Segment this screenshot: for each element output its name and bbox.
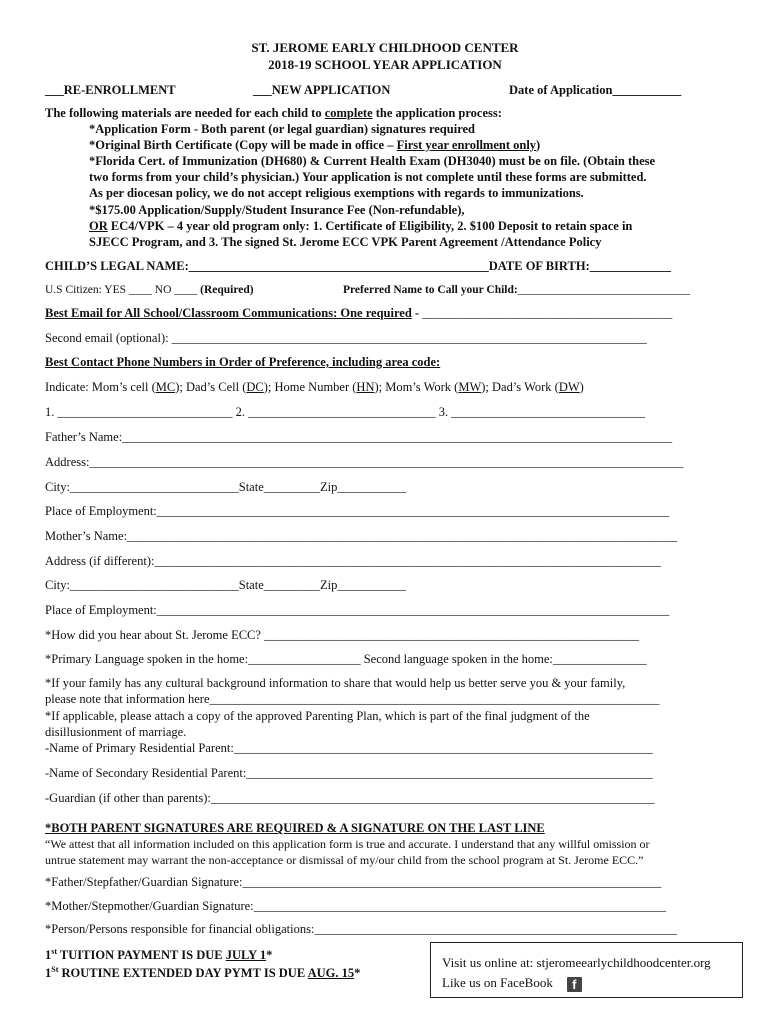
form-subtitle: 2018-19 SCHOOL YEAR APPLICATION xyxy=(268,57,502,72)
attest-statement-2: untrue statement may warrant the non-acceptance or dismissal of my/our child from the school program at St. Jerome ECC.” xyxy=(45,853,644,867)
tuition-due-note: 1st TUITION PAYMENT IS DUE JULY 1* xyxy=(45,947,273,963)
website-link[interactable]: Visit us online at: stjeromeearlychildhoodcenter.org xyxy=(442,955,711,970)
material-item-immunization-2: two forms from your child’s physician.) Your application is not complete until these forms are submitted. xyxy=(89,170,647,184)
hear-about-field[interactable]: *How did you hear about St. Jerome ECC? ____________________________________________________________ xyxy=(45,628,640,642)
best-email-field[interactable]: Best Email for All School/Classroom Communications: One required - ________________________________________ xyxy=(45,306,673,320)
us-citizen-field[interactable]: U.S Citizen: YES ____ NO ____ (Required) xyxy=(45,284,254,296)
material-item-birth-cert: *Original Birth Certificate (Copy will be made in office – First year enrollment only) xyxy=(89,138,541,152)
father-employment-field[interactable]: Place of Employment:__________________________________________________________________________________ xyxy=(45,504,670,518)
mother-name-field[interactable]: Mother’s Name:________________________________________________________________________________________ xyxy=(45,529,678,543)
phone-indicators: Indicate: Mom’s cell (MC); Dad’s Cell (DC); Home Number (HN); Mom’s Work (MW); Dad’s Work (DW) xyxy=(45,380,584,394)
father-name-field[interactable]: Father’s Name:________________________________________________________________________________________ xyxy=(45,430,673,444)
preferred-name-field[interactable]: Preferred Name to Call your Child:______________________________ xyxy=(343,284,691,296)
attest-statement: “We attest that all information included on this application form is true and accurate. I understand that any willful omission or xyxy=(45,837,650,851)
form-title: ST. JEROME EARLY CHILDHOOD CENTER xyxy=(251,40,519,55)
cultural-info-text: *If your family has any cultural background information to share that would help us better serve you & your family, xyxy=(45,676,626,690)
child-legal-name-field[interactable]: CHILD’S LEGAL NAME:________________________________________________DATE OF BIRTH:_____________ xyxy=(45,259,671,273)
second-email-field[interactable]: Second email (optional): ____________________________________________________________________________ xyxy=(45,331,647,345)
parenting-plan-text: *If applicable, please attach a copy of the approved Parenting Plan, which is part of the final judgment of the xyxy=(45,709,590,723)
material-item-vpk-2: SJECC Program, and 3. The signed St. Jerome ECC VPK Parent Agreement /Attendance Policy xyxy=(89,235,602,249)
material-item-vpk: OR EC4/VPK – 4 year old program only: 1. Certificate of Eligibility, 2. $100 Deposit to retain space in xyxy=(89,219,633,233)
facebook-link[interactable]: Like us on FaceBook f xyxy=(442,975,582,992)
phone-heading: Best Contact Phone Numbers in Order of Preference, including area code: xyxy=(45,355,441,369)
mother-address-field[interactable]: Address (if different):_________________________________________________________________________________ xyxy=(45,554,661,568)
extended-day-due-note: 1St ROUTINE EXTENDED DAY PYMT IS DUE AUG. 15* xyxy=(45,965,361,981)
phone-numbers-field[interactable]: 1. ____________________________ 2. ______________________________ 3. _______________________________ xyxy=(45,405,645,419)
new-application-option: ___NEW APPLICATION xyxy=(253,83,391,97)
language-field[interactable]: *Primary Language spoken in the home:__________________ Second language spoken in the home:_______________ xyxy=(45,652,647,666)
materials-intro: The following materials are needed for each child to complete the application process: xyxy=(45,106,502,120)
guardian-field[interactable]: -Guardian (if other than parents):_______________________________________________________________________ xyxy=(45,791,655,805)
mother-employment-field[interactable]: Place of Employment:__________________________________________________________________________________ xyxy=(45,603,670,617)
parenting-plan-text-2: disillusionment of marriage. xyxy=(45,725,187,739)
material-item-immunization-3: As per diocesan policy, we do not accept religious exemptions with regards to immunizations. xyxy=(89,186,584,200)
father-address-field[interactable]: Address:_______________________________________________________________________________________________ xyxy=(45,455,684,469)
material-item-application: *Application Form - Both parent (or legal guardian) signatures required xyxy=(89,122,476,136)
material-item-fee: *$175.00 Application/Supply/Student Insurance Fee (Non-refundable), xyxy=(89,203,465,217)
signatures-heading: *BOTH PARENT SIGNATURES ARE REQUIRED & A SIGNATURE ON THE LAST LINE xyxy=(45,821,545,835)
father-signature-field[interactable]: *Father/Stepfather/Guardian Signature:___________________________________________________________________ xyxy=(45,875,662,889)
mother-city-field[interactable]: City:___________________________State_________Zip___________ xyxy=(45,578,407,592)
facebook-icon[interactable]: f xyxy=(567,977,582,992)
date-of-application: Date of Application___________ xyxy=(509,83,682,97)
material-item-immunization: *Florida Cert. of Immunization (DH680) & Current Health Exam (DH3040) must be on file. (Obtain these xyxy=(89,154,656,168)
father-city-field[interactable]: City:___________________________State_________Zip___________ xyxy=(45,480,407,494)
primary-parent-field[interactable]: -Name of Primary Residential Parent:___________________________________________________________________ xyxy=(45,741,653,755)
reenrollment-option: ___RE-ENROLLMENT xyxy=(45,83,176,97)
cultural-info-field[interactable]: please note that information here________________________________________________________________________ xyxy=(45,692,660,706)
mother-signature-field[interactable]: *Mother/Stepmother/Guardian Signature:__________________________________________________________________ xyxy=(45,899,667,913)
secondary-parent-field[interactable]: -Name of Secondary Residential Parent:_________________________________________________________________ xyxy=(45,766,653,780)
financial-signature-field[interactable]: *Person/Persons responsible for financial obligations:__________________________________________________________ xyxy=(45,922,677,936)
